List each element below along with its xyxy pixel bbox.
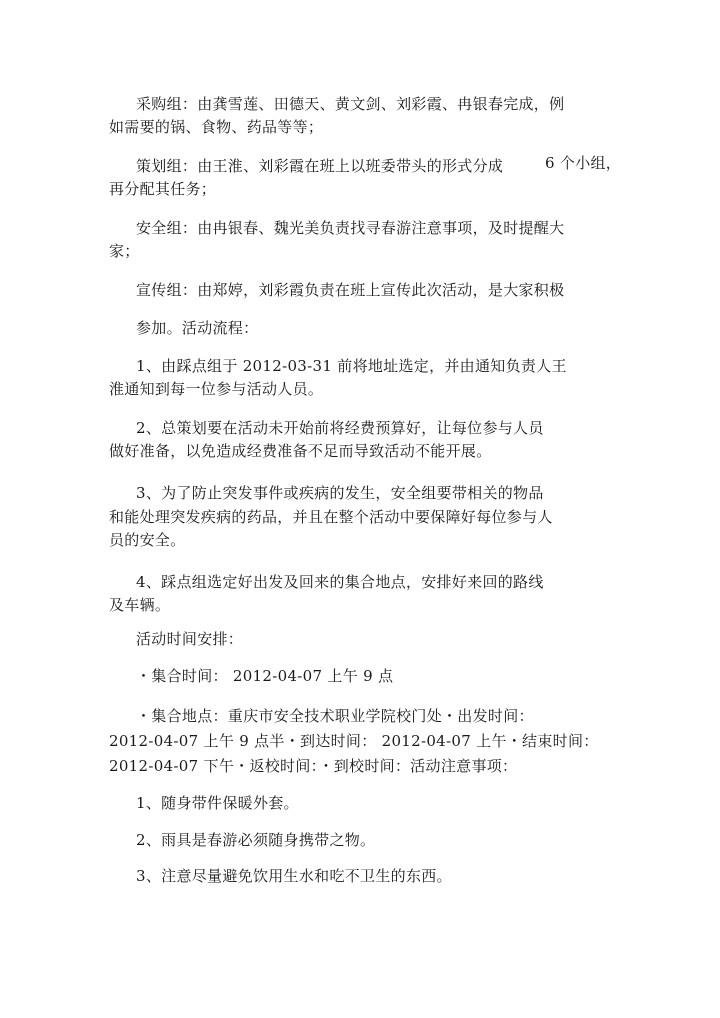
text-line-flow-step-4-cont: 及车辆。 — [109, 596, 171, 614]
text-line-flow-step-3-cont: 和能处理突发疾病的药品，并且在整个活动中要保障好每位参与人 — [109, 508, 553, 526]
text-line-assembly-time: ・集合时间： 2012-04-07 上午 9 点 — [136, 667, 394, 685]
text-line-flow-step-1-cont: 淮通知到每一位参与活动人员。 — [109, 380, 324, 398]
text-line-flow-step-3: 3、为了防止突发事件或疾病的发生，安全组要带相关的物品 — [136, 484, 544, 502]
text-line-flow-step-3-cont2: 员的安全。 — [109, 531, 186, 549]
text-line-assembly-place: ・集合地点：重庆市安全技术职业学院校门处・出发时间： — [136, 707, 534, 725]
text-line-publicity-group: 宣传组：由郑婷，刘彩霞负责在班上宣传此次活动，是大家积极 — [136, 281, 565, 299]
text-line-activity-flow-heading: 参加。活动流程： — [136, 319, 259, 337]
text-line-purchasing-group-cont: 如需要的锅、食物、药品等等； — [109, 118, 324, 136]
text-line-note-3: 3、注意尽量避免饮用生水和吃不卫生的东西。 — [136, 867, 452, 885]
text-line-purchasing-group: 采购组：由龚雪莲、田德天、黄文剑、刘彩霞、冉银春完成，例 — [136, 95, 565, 113]
text-line-departure-arrival: 2012-04-07 上午 9 点半・到达时间： 2012-04-07 上午・结束时间： — [109, 732, 599, 750]
text-line-planning-group: 策划组：由王淮、刘彩霞在班上以班委带头的形式分成 — [136, 157, 504, 175]
text-line-flow-step-2: 2、总策划要在活动未开始前将经费预算好，让每位参与人员 — [136, 419, 544, 437]
text-line-safety-group-cont: 家； — [109, 242, 140, 260]
text-line-return-notes: 2012-04-07 下午・返校时间：・到校时间：活动注意事项： — [109, 757, 518, 775]
text-line-flow-step-1: 1、由踩点组于 2012-03-31 前将地址选定，并由通知负责人王 — [136, 357, 567, 375]
text-line-flow-step-4: 4、踩点组选定好出发及回来的集合地点，安排好来回的路线 — [136, 573, 544, 591]
text-line-schedule-heading: 活动时间安排： — [136, 630, 244, 648]
text-line-planning-group-cont: 再分配其任务； — [109, 180, 217, 198]
text-line-flow-step-2-cont: 做好准备，以免造成经费准备不足而导致活动不能开展。 — [109, 442, 492, 460]
text-line-note-2: 2、雨具是春游必须随身携带之物。 — [136, 831, 376, 849]
text-line-planning-group-count: 6 个小组， — [545, 154, 622, 172]
text-line-note-1: 1、随身带件保暖外套。 — [136, 794, 299, 812]
text-line-safety-group: 安全组：由冉银春、魏光美负责找寻春游注意事项，及时提醒大 — [136, 219, 565, 237]
